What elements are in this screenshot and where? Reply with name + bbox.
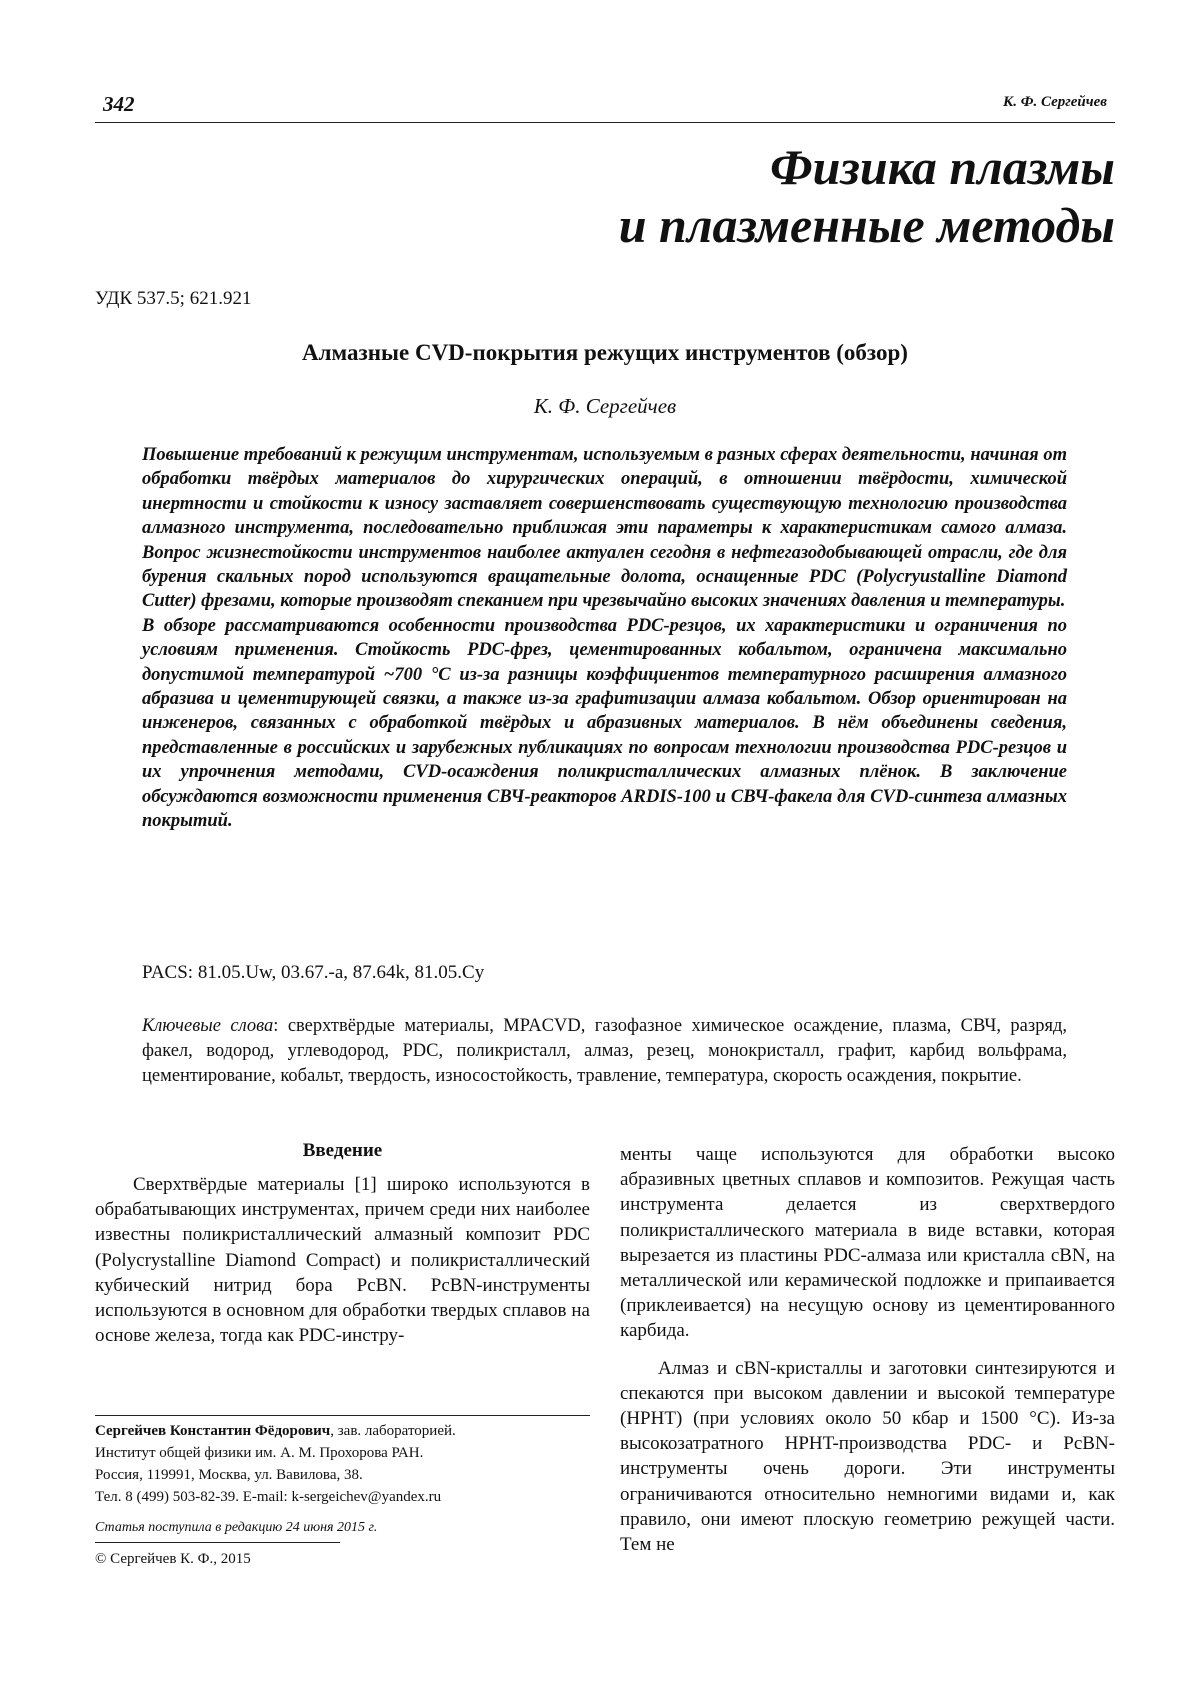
author-full-name: Сергейчев Константин Фёдорович <box>95 1423 331 1439</box>
section-title-line1: Физика плазмы <box>770 139 1115 195</box>
udc-code: УДК 537.5; 621.921 <box>95 288 252 309</box>
article-title: Алмазные CVD-покрытия режущих инструментов (обзор) <box>302 340 908 365</box>
keywords-label: Ключевые слова <box>142 1016 274 1036</box>
author-address: Россия, 119991, Москва, ул. Вавилова, 38. <box>95 1467 363 1483</box>
received-date: Статья поступила в редакцию 24 июня 2015 г. <box>95 1520 378 1535</box>
abstract <box>142 443 1067 834</box>
running-header <box>95 90 1115 123</box>
left-column <box>95 1140 590 1348</box>
header-author: К. Ф. Сергейчев <box>1003 94 1107 110</box>
author-contact: Тел. 8 (499) 503-82-39. E-mail: k-sergeichev@yandex.ru <box>95 1489 442 1505</box>
abstract-paragraph: В обзоре рассматриваются особенности производства PDC-резцов, их характеристики и ограничения по условиям применения. Стойкость PDC-фрез, цементированных кобальтом, ограничена максимально допустимой температурой ~700 °С из-за разницы коэффициентов температурного расширения алмазного абразива и цементирующей связки, а также из-за графитизации алмаза кобальтом. Обзор ориентирован на инженеров, связанных с обработкой твёрдых и абразивных материалов. В нём объединены сведения, представленные в российских и зарубежных публикациях по вопросам технологии производства PDC-резцов и их упрочнения методами, CVD-осаждения поликристаллических алмазных плёнок. В заключение обсуждаются возможности применения СВЧ-реакторов ARDIS-100 и СВЧ-факела для CVD-синтеза алмазных покрытий. <box>142 615 1067 832</box>
author-institute: Институт общей физики им. А. М. Прохорова РАН. <box>95 1445 424 1461</box>
author-footnote <box>95 1415 595 1568</box>
body-paragraph: Алмаз и cBN-кристаллы и заготовки синтезируются и спекаются при высоком давлении и высокой температуре (HPHT) (при условиях около 50 кбар и 1500 °С). Из-за высокозатратного HPHT-производства PDC- и PcBN-инструменты очень дороги. Эти инструменты ограничиваются относительно немногими видами и, как правило, они имеют плоскую геометрию режущей части. Тем не <box>620 1357 1115 1556</box>
keywords-text: : сверхтвёрдые материалы, MPACVD, газофазное химическое осаждение, плазма, СВЧ, разряд, факел, водород, углеводород, PDC, поликристалл, алмаз, резец, монокристалл, графит, карбид вольфрама, цементирование, кобальт, твердость, износостойкость, травление, температура, скорость осаждения, покрытие. <box>142 1016 1067 1086</box>
intro-heading: Введение <box>302 1140 383 1161</box>
copyright: © Сергейчев К. Ф., 2015 <box>95 1551 251 1567</box>
section-title-line2: и плазменные методы <box>618 197 1115 253</box>
copyright-divider <box>95 1542 340 1543</box>
page-number: 342 <box>103 92 135 116</box>
section-title <box>619 138 1115 254</box>
pacs-codes: PACS: 81.05.Uw, 03.67.-a, 87.64k, 81.05.Cy <box>142 962 485 983</box>
footnote-divider <box>95 1415 590 1416</box>
article-author: К. Ф. Сергейчев <box>533 394 677 418</box>
author-position: , зав. лабораторией. <box>330 1423 456 1439</box>
abstract-paragraph: Повышение требований к режущим инструментам, используемым в разных сферах деятельности, начиная от обработки твёрдых материалов до хирургических операций, в отношении твёрдости, химической инертности и стойкости к износу заставляет совершенствовать существующую технологию производства алмазного инструмента, последовательно приближая эти параметры к характеристикам самого алмаза. Вопрос жизнестойкости инструментов наиболее актуален сегодня в нефтегазодобывающей отрасли, где для бурения скальных пород используются вращательные долота, оснащенные PDC (Polycryustalline Diamond Cutter) фрезами, которые производят спеканием при чрезвычайно высоких значениях давления и температуры. <box>142 445 1067 612</box>
body-paragraph: Сверхтвёрдые материалы [1] широко используются в обрабатывающих инструментах, причем среди них наиболее известны поликристаллический алмазный композит PDC (Polycrystalline Diamond Compact) и поликристаллический кубический нитрид бора PcBN. PcBN-инструменты используются в основном для обработки твердых сплавов на основе железа, тогда как PDC-инстру- <box>95 1174 590 1347</box>
body-paragraph: менты чаще используются для обработки высоко абразивных цветных сплавов и композитов. Режущая часть инструмента делается из сверхтвердого поликристаллического материала в виде вставки, которая вырезается из пластины PDC-алмаза или кристалла cBN, на металлической или керамической подложке и припаивается (приклеивается) на несущую основу из цементированного карбида. <box>620 1144 1115 1342</box>
author-affiliation <box>95 1420 595 1508</box>
right-column <box>620 1142 1115 1557</box>
keywords <box>142 1014 1067 1089</box>
